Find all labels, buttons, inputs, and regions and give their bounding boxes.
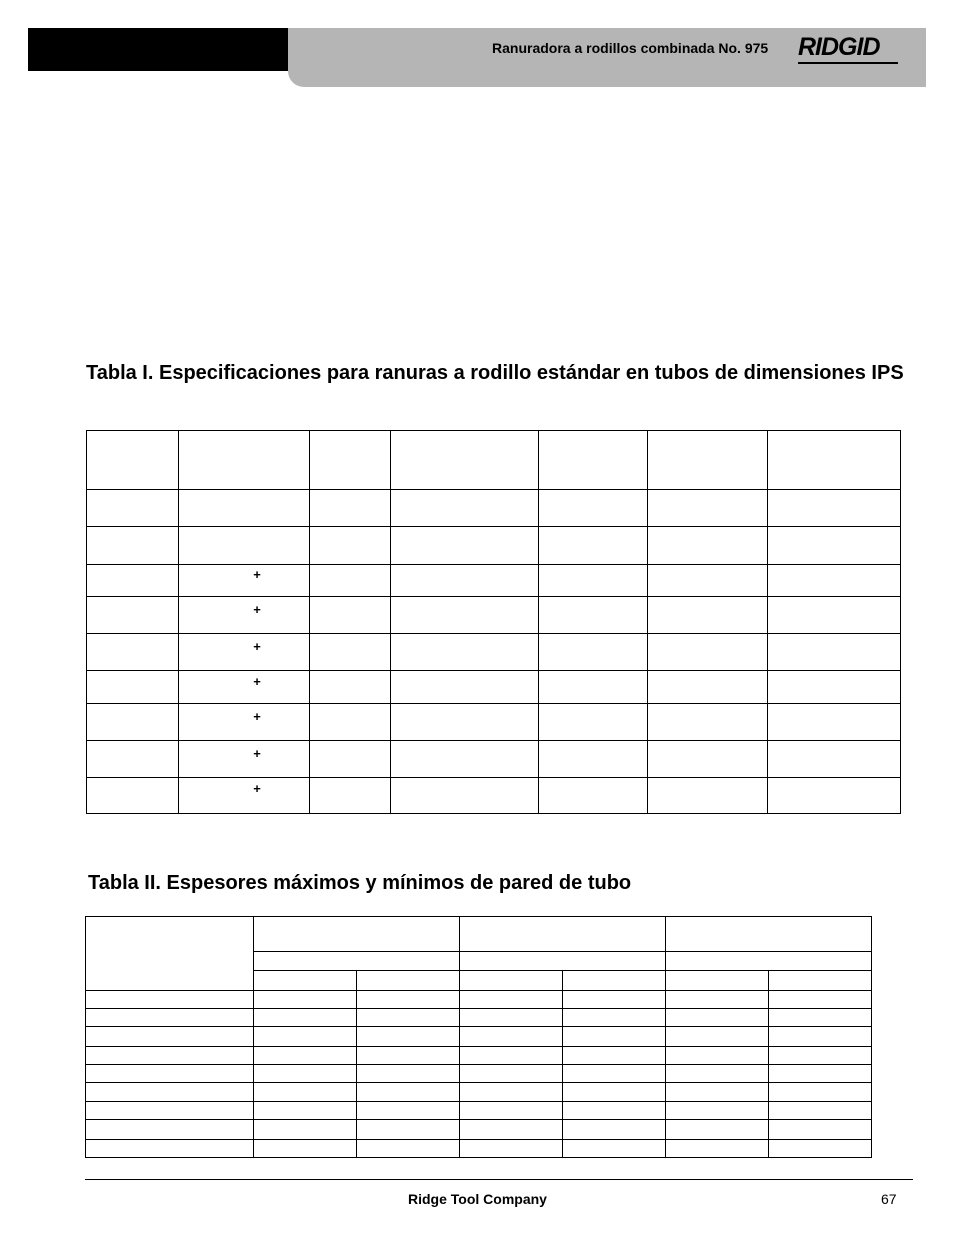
logo-underline — [798, 62, 898, 64]
header-black-block — [28, 28, 288, 71]
table1-header-row — [87, 431, 901, 490]
plus-mark: + — [179, 597, 310, 634]
table1-row — [87, 778, 901, 814]
footer-company: Ridge Tool Company — [408, 1191, 547, 1207]
table1-row — [87, 597, 901, 634]
table2-row — [86, 1140, 872, 1158]
table2-row — [86, 1009, 872, 1027]
header-title: Ranuradora a rodillos combinada No. 975 — [492, 40, 769, 56]
table2-title: Tabla II. Espesores máximos y mínimos de pared de tubo — [88, 872, 632, 894]
plus-mark: + — [179, 634, 310, 671]
table1-title: Tabla I. Especificaciones para ranuras a rodillo estándar en tubos de dimensiones IPS — [86, 362, 904, 384]
ridgid-logo — [798, 34, 902, 66]
logo-text: RIDGID — [798, 33, 880, 61]
plus-mark: + — [179, 704, 310, 741]
table1-row — [87, 565, 901, 597]
table2-row — [86, 1102, 872, 1120]
table2-row — [86, 1047, 872, 1065]
table2-row — [86, 1083, 872, 1102]
table2-row — [86, 1065, 872, 1083]
plus-mark: + — [179, 671, 310, 704]
table1-row — [87, 527, 901, 565]
table2-header-row — [86, 917, 872, 952]
table1-row — [87, 490, 901, 527]
table1-row — [87, 704, 901, 741]
table1-row — [87, 634, 901, 671]
plus-mark: + — [179, 741, 310, 778]
page-number: 67 — [881, 1191, 897, 1207]
footer-rule — [85, 1179, 913, 1180]
plus-mark: + — [179, 565, 310, 597]
table2 — [85, 916, 872, 1158]
table1-row — [87, 671, 901, 704]
plus-mark: + — [179, 778, 310, 814]
table2-row — [86, 1120, 872, 1140]
table2-row — [86, 1027, 872, 1047]
table1-row — [87, 741, 901, 778]
table1 — [86, 430, 901, 814]
header-gray-tab — [288, 71, 926, 87]
table2-row — [86, 991, 872, 1009]
